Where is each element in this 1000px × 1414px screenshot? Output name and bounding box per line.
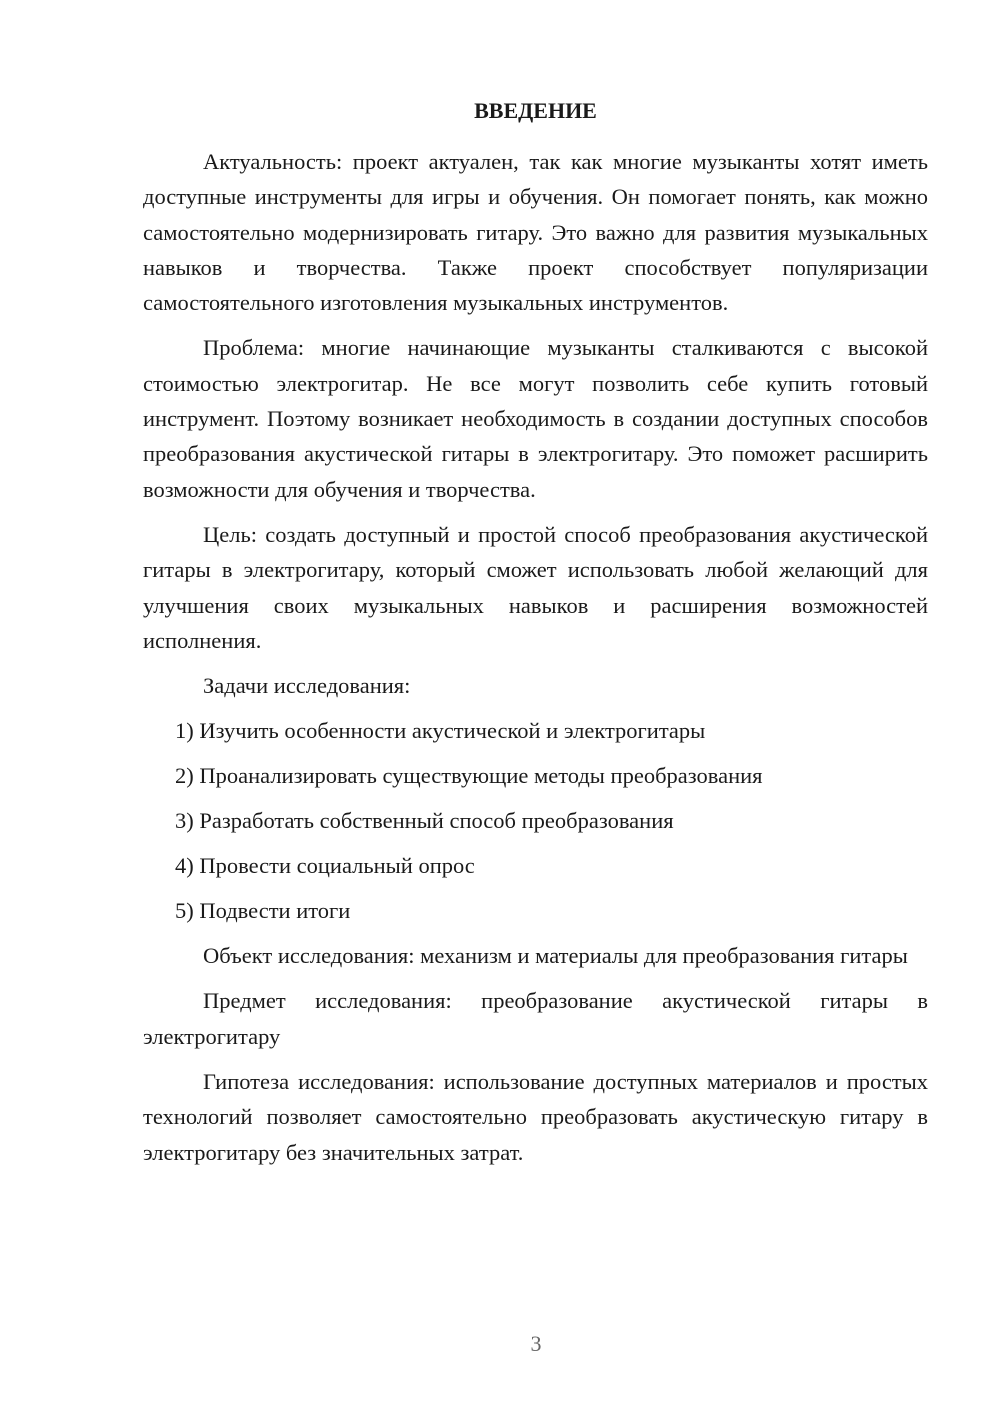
list-item: 4) Провести социальный опрос (175, 853, 475, 879)
list-item: 1) Изучить особенности акустической и электрогитары (175, 718, 706, 744)
hypothesis-paragraph: Гипотеза исследования: использование доступных материалов и простых технологий позволяет самостоятельно преобразовать акустическую гитару в электрогитару без значительных затрат. (143, 1069, 928, 1165)
tasks-heading: Задачи исследования: (203, 673, 411, 699)
relevance-paragraph: Актуальность: проект актуален, так как многие музыканты хотят иметь доступные инструменты для игры и обучения. Он помогает понять, как можно самостоятельно модернизировать гитару. Это важно для развития музыкальных навыков и творчества. Также проект способствует популяризации самостоятельного изготовления музыкальных инструментов. (143, 149, 928, 316)
page-number: 3 (530, 1331, 542, 1356)
document-page (143, 95, 928, 1170)
list-item: 2) Проанализировать существующие методы преобразования (175, 763, 763, 789)
list-item: 5) Подвести итоги (175, 898, 351, 924)
page-title: ВВЕДЕНИЕ (474, 98, 597, 123)
problem-paragraph: Проблема: многие начинающие музыканты сталкиваются с высокой стоимостью электрогитар. Не все могут позволить себе купить готовый инструмент. Поэтому возникает необходимость в создании доступных способов преобразования акустической гитары в электрогитару. Это поможет расширить возможности для обучения и творчества. (143, 335, 928, 502)
list-item: 3) Разработать собственный способ преобразования (175, 808, 674, 834)
subject-paragraph: Предмет исследования: преобразование акустической гитары в электрогитару (143, 988, 928, 1049)
tasks-list (143, 713, 928, 928)
object-paragraph: Объект исследования: механизм и материалы для преобразования гитары (203, 943, 908, 969)
goal-paragraph: Цель: создать доступный и простой способ преобразования акустической гитары в электрогитару, который сможет использовать любой желающий для улучшения своих музыкальных навыков и расширения возможностей исполнения. (143, 521, 928, 653)
